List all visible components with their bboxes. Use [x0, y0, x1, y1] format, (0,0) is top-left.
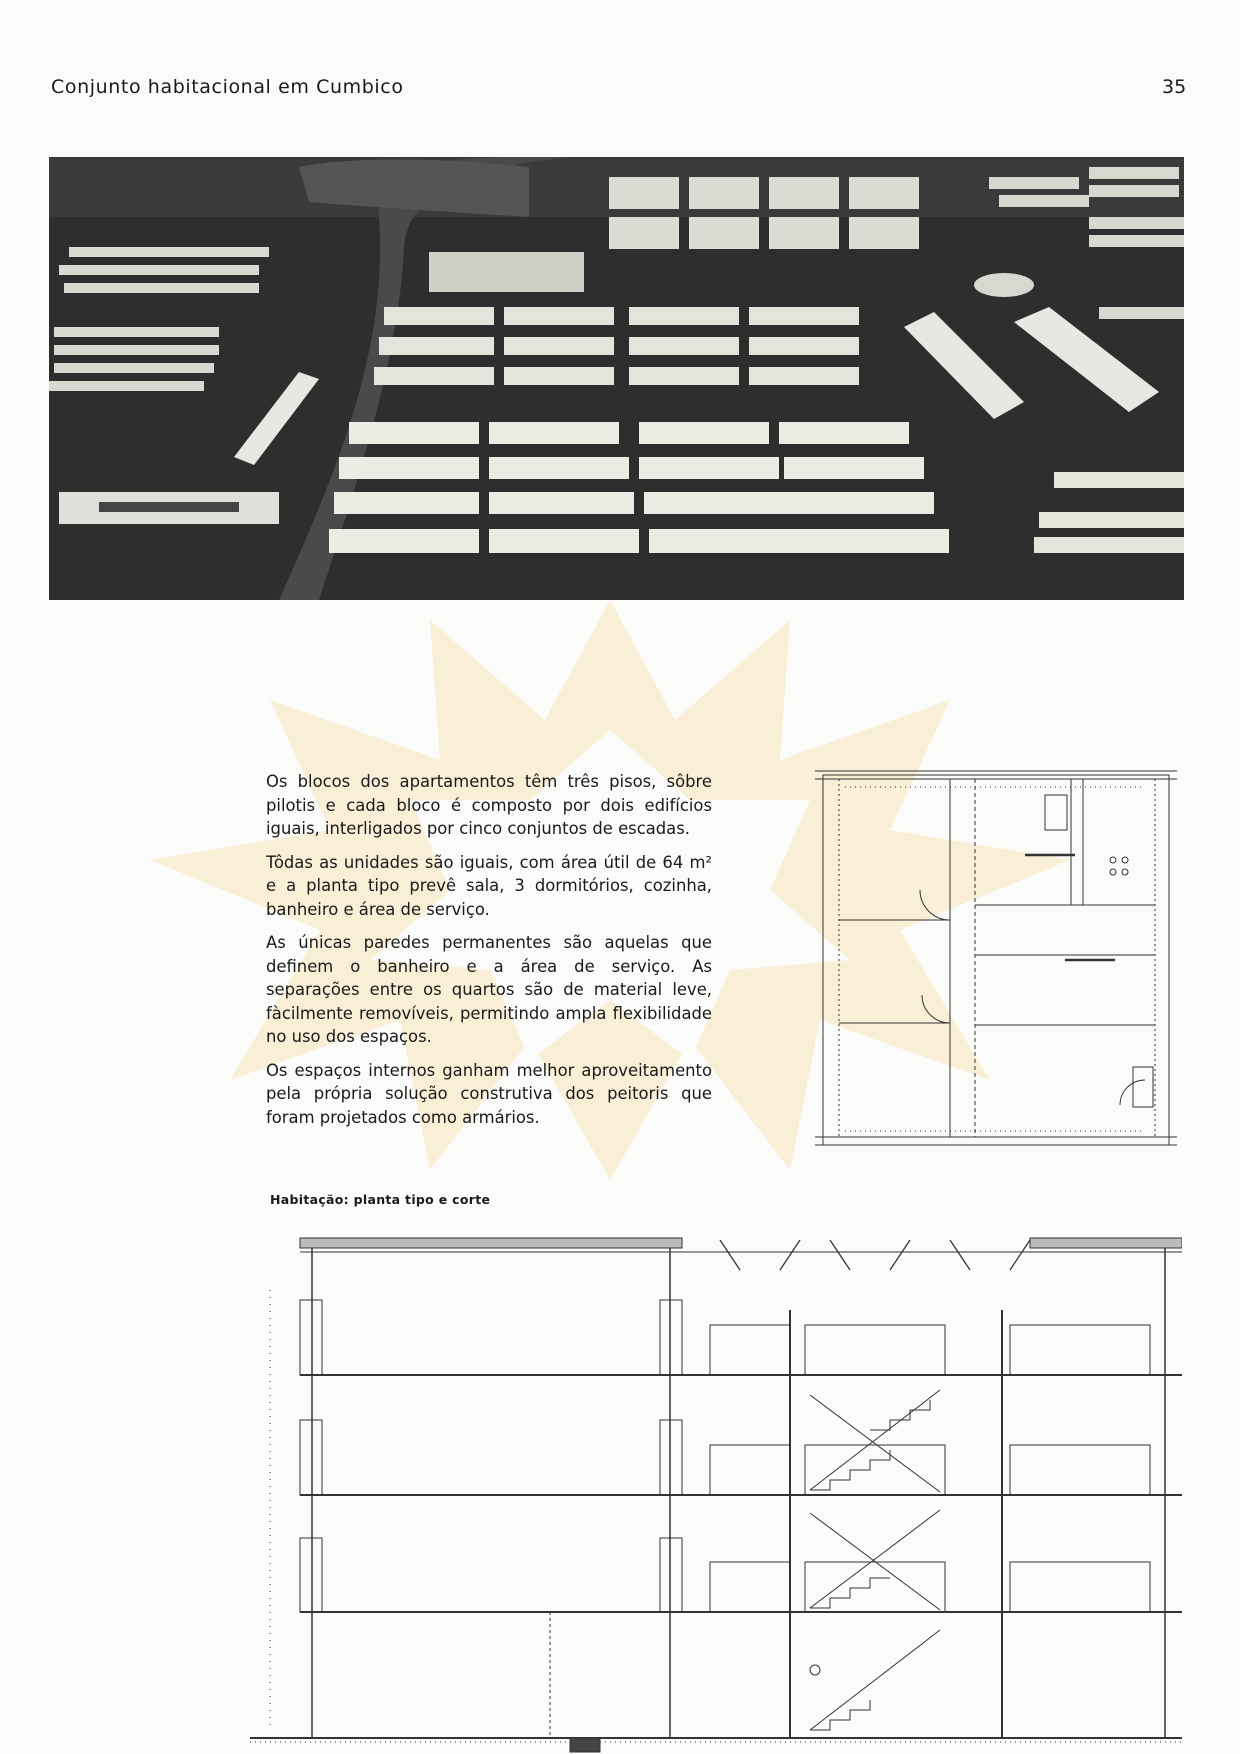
page-number: 35	[1162, 76, 1187, 98]
paragraph: As únicas paredes permanentes são aquelas que definem o banheiro e a área de serviço. As separações entre os quartos são de material leve, fàcilmente removíveis, permitindo ampla flexibilidade no uso dos espaços.	[266, 933, 712, 1046]
section-drawing	[250, 1230, 1182, 1754]
figure-caption: Habitação: planta tipo e corte	[270, 1192, 491, 1207]
site-model-illustration	[49, 157, 1184, 600]
paragraph: Os blocos dos apartamentos têm três pisos, sôbre pilotis e cada bloco é composto por dois edifícios iguais, interligados por cinco conjuntos de escadas.	[266, 772, 712, 838]
body-text	[266, 770, 712, 1139]
floor-plan-drawing	[815, 765, 1177, 1155]
paragraph: Tôdas as unidades são iguais, com área útil de 64 m² e a planta tipo prevê sala, 3 dormitórios, cozinha, banheiro e área de serviço.	[266, 852, 712, 919]
site-model-photo	[49, 157, 1184, 600]
paragraph: Os espaços internos ganham melhor aproveitamento pela própria solução construtiva dos peitoris que foram projetados como armários.	[266, 1060, 712, 1127]
running-title: Conjunto habitacional em Cumbico	[51, 76, 404, 98]
